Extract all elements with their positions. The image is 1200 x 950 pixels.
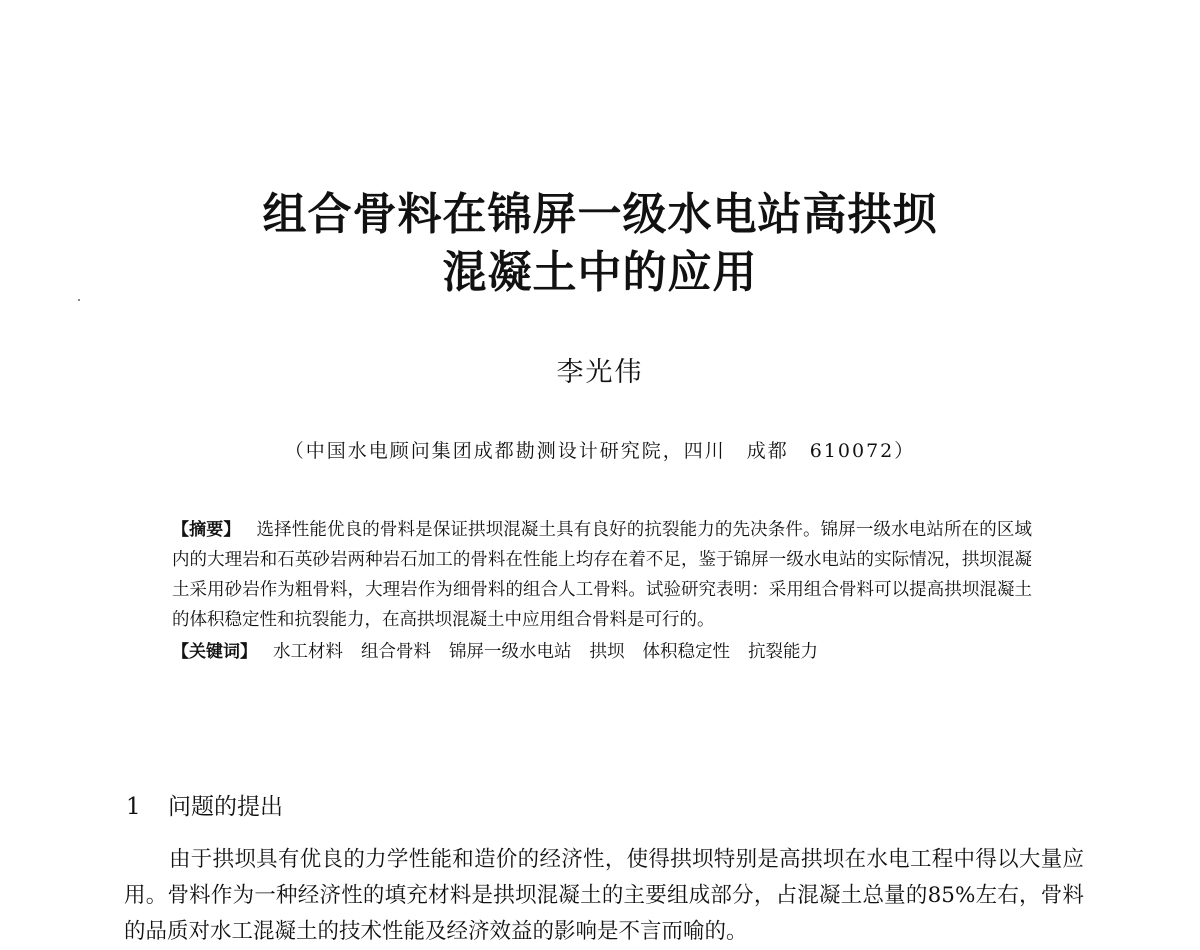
- title-line-2: 混凝土中的应用: [442, 247, 758, 298]
- author-affiliation: （中国水电顾问集团成都勘测设计研究院，四川 成都 610072）: [284, 440, 916, 462]
- keyword: 锦屏一级水电站: [449, 642, 572, 662]
- keyword: 组合骨料: [361, 642, 431, 662]
- section-title: 问题的提出: [168, 794, 283, 820]
- abstract: [172, 515, 1032, 635]
- section-number: 1: [126, 794, 141, 820]
- keyword: 水工材料: [273, 642, 343, 662]
- title-line-1: 组合骨料在锦屏一级水电站高拱坝: [262, 189, 938, 240]
- abstract-text: 选择性能优良的骨料是保证拱坝混凝土具有良好的抗裂能力的先决条件。锦屏一级水电站所在的区域内的大理岩和石英砂岩两种岩石加工的骨料在性能上均存在着不足，鉴于锦屏一级水电站的实际情况，拱坝混凝土采用砂岩作为粗骨料，大理岩作为细骨料的组合人工骨料。试验研究表明：采用组合骨料可以提高拱坝混凝土的体积稳定性和抗裂能力，在高拱坝混凝土中应用组合骨料是可行的。: [172, 520, 1033, 630]
- abstract-section: [172, 515, 1032, 667]
- author-name: 李光伟: [556, 357, 644, 388]
- body-paragraph: 由于拱坝具有优良的力学性能和造价的经济性，使得拱坝特别是高拱坝在水电工程中得以大量应用。骨料作为一种经济性的填充材料是拱坝混凝土的主要组成部分，占混凝土总量的85%左右，骨料的品质对水工混凝土的技术性能及经济效益的影响是不言而喻的。: [124, 847, 1084, 944]
- section-heading: [126, 788, 283, 821]
- keyword: 体积稳定性: [642, 642, 730, 662]
- keywords: [172, 637, 1032, 667]
- keyword: 抗裂能力: [748, 642, 818, 662]
- keywords-label: 【关键词】: [172, 642, 257, 662]
- paper-title: [0, 186, 1200, 302]
- abstract-label: 【摘要】: [172, 520, 241, 540]
- keyword: 拱坝: [589, 642, 625, 662]
